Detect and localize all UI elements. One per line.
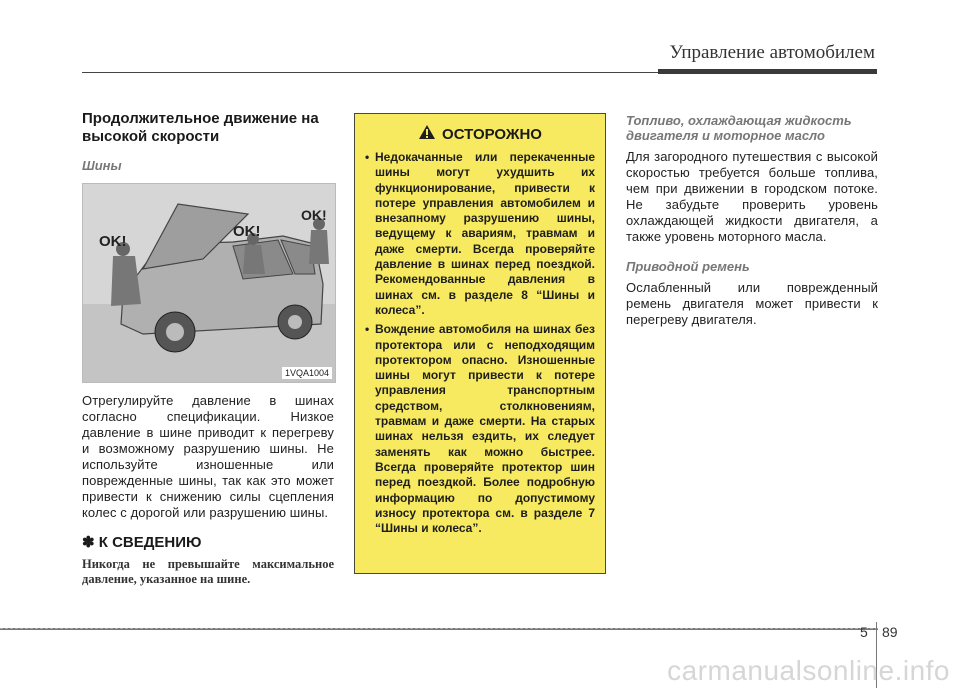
tires-body-text: Отрегулируйте давление в шинах согласно спецификации. Низкое давление в шине приводит к перегреву и возможному разрушению шины. Не используйте изношенные или поврежденные шины, так как это может привести к снижению силы сцепления колес с дорогой или разрушению шины. xyxy=(82,393,334,520)
drive-belt-body-text: Ослабленный или поврежденный ремень двигателя может привести к перегреву двигателя. xyxy=(626,280,878,327)
warning-item: • Недокачанные или перекаченные шины могут ухудшить их функционирование, привести к потере управления автомобилем и внезапному разрушению шины, ведущему к авариям, травмам и даже смерти. Всегда проверяйте давление в шинах перед поездкой. Рекомендованные давления в шинах см. в разделе 8 “Шины и колеса”. xyxy=(365,150,595,318)
warning-header xyxy=(365,120,595,148)
figure-code: 1VQA1004 xyxy=(282,367,332,379)
notice-text: Никогда не превышайте максимальное давление, указанное на шине. xyxy=(82,557,334,586)
section-number: 5 xyxy=(860,624,868,640)
left-column xyxy=(82,110,334,587)
warning-triangle-icon xyxy=(418,124,436,145)
notice-symbol-icon: ✽ xyxy=(82,534,95,551)
ok-label-3: OK! xyxy=(301,207,327,223)
section-title: Продолжительное движение на высокой скорости xyxy=(82,110,319,145)
fluids-body-text: Для загородного путешествия с высокой скоростью требуется больше топлива, чем при движении в городском потоке. Не забудьте проверить уровень охлаждающей жидкости двигателя, а также уровень моторного масла. xyxy=(626,149,878,244)
page-number: 89 xyxy=(882,624,898,640)
subsection-heading-tires: Шины xyxy=(82,158,122,173)
footer-rule xyxy=(0,628,878,630)
right-column xyxy=(626,113,878,328)
notice-heading xyxy=(82,533,334,551)
ok-label-2: OK! xyxy=(233,223,261,240)
warning-list xyxy=(365,150,595,536)
ok-label-1: OK! xyxy=(99,233,127,250)
warning-title: ОСТОРОЖНО xyxy=(442,125,542,143)
warning-box xyxy=(354,113,606,574)
page-header-title: Управление автомобилем xyxy=(669,42,875,63)
illustration-drawing xyxy=(83,184,335,382)
subsection-heading-drive-belt: Приводной ремень xyxy=(626,259,750,274)
watermark: carmanualsonline.info xyxy=(667,655,950,686)
subsection-heading-fluids: Топливо, охлаждающая жидкость двигателя и моторное масло xyxy=(626,113,852,143)
notice-title: К СВЕДЕНИЮ xyxy=(98,534,202,551)
car-inspection-illustration xyxy=(82,183,336,383)
header-rule-accent xyxy=(658,69,877,74)
warning-item: • Вождение автомобиля на шинах без протектора или с неподходящим протектором опасно. Изношенные шины могут привести к потере управления транспортным средством, столкновениям, травмам и даже смерти. На старых шинах нельзя ездить, их следует заменять как можно быстрее. Всегда проверяйте протектор шин перед поездкой. Более подробную информацию по допустимому износу протектора см. в разделе 7 “Шины и колеса”. xyxy=(365,322,595,536)
